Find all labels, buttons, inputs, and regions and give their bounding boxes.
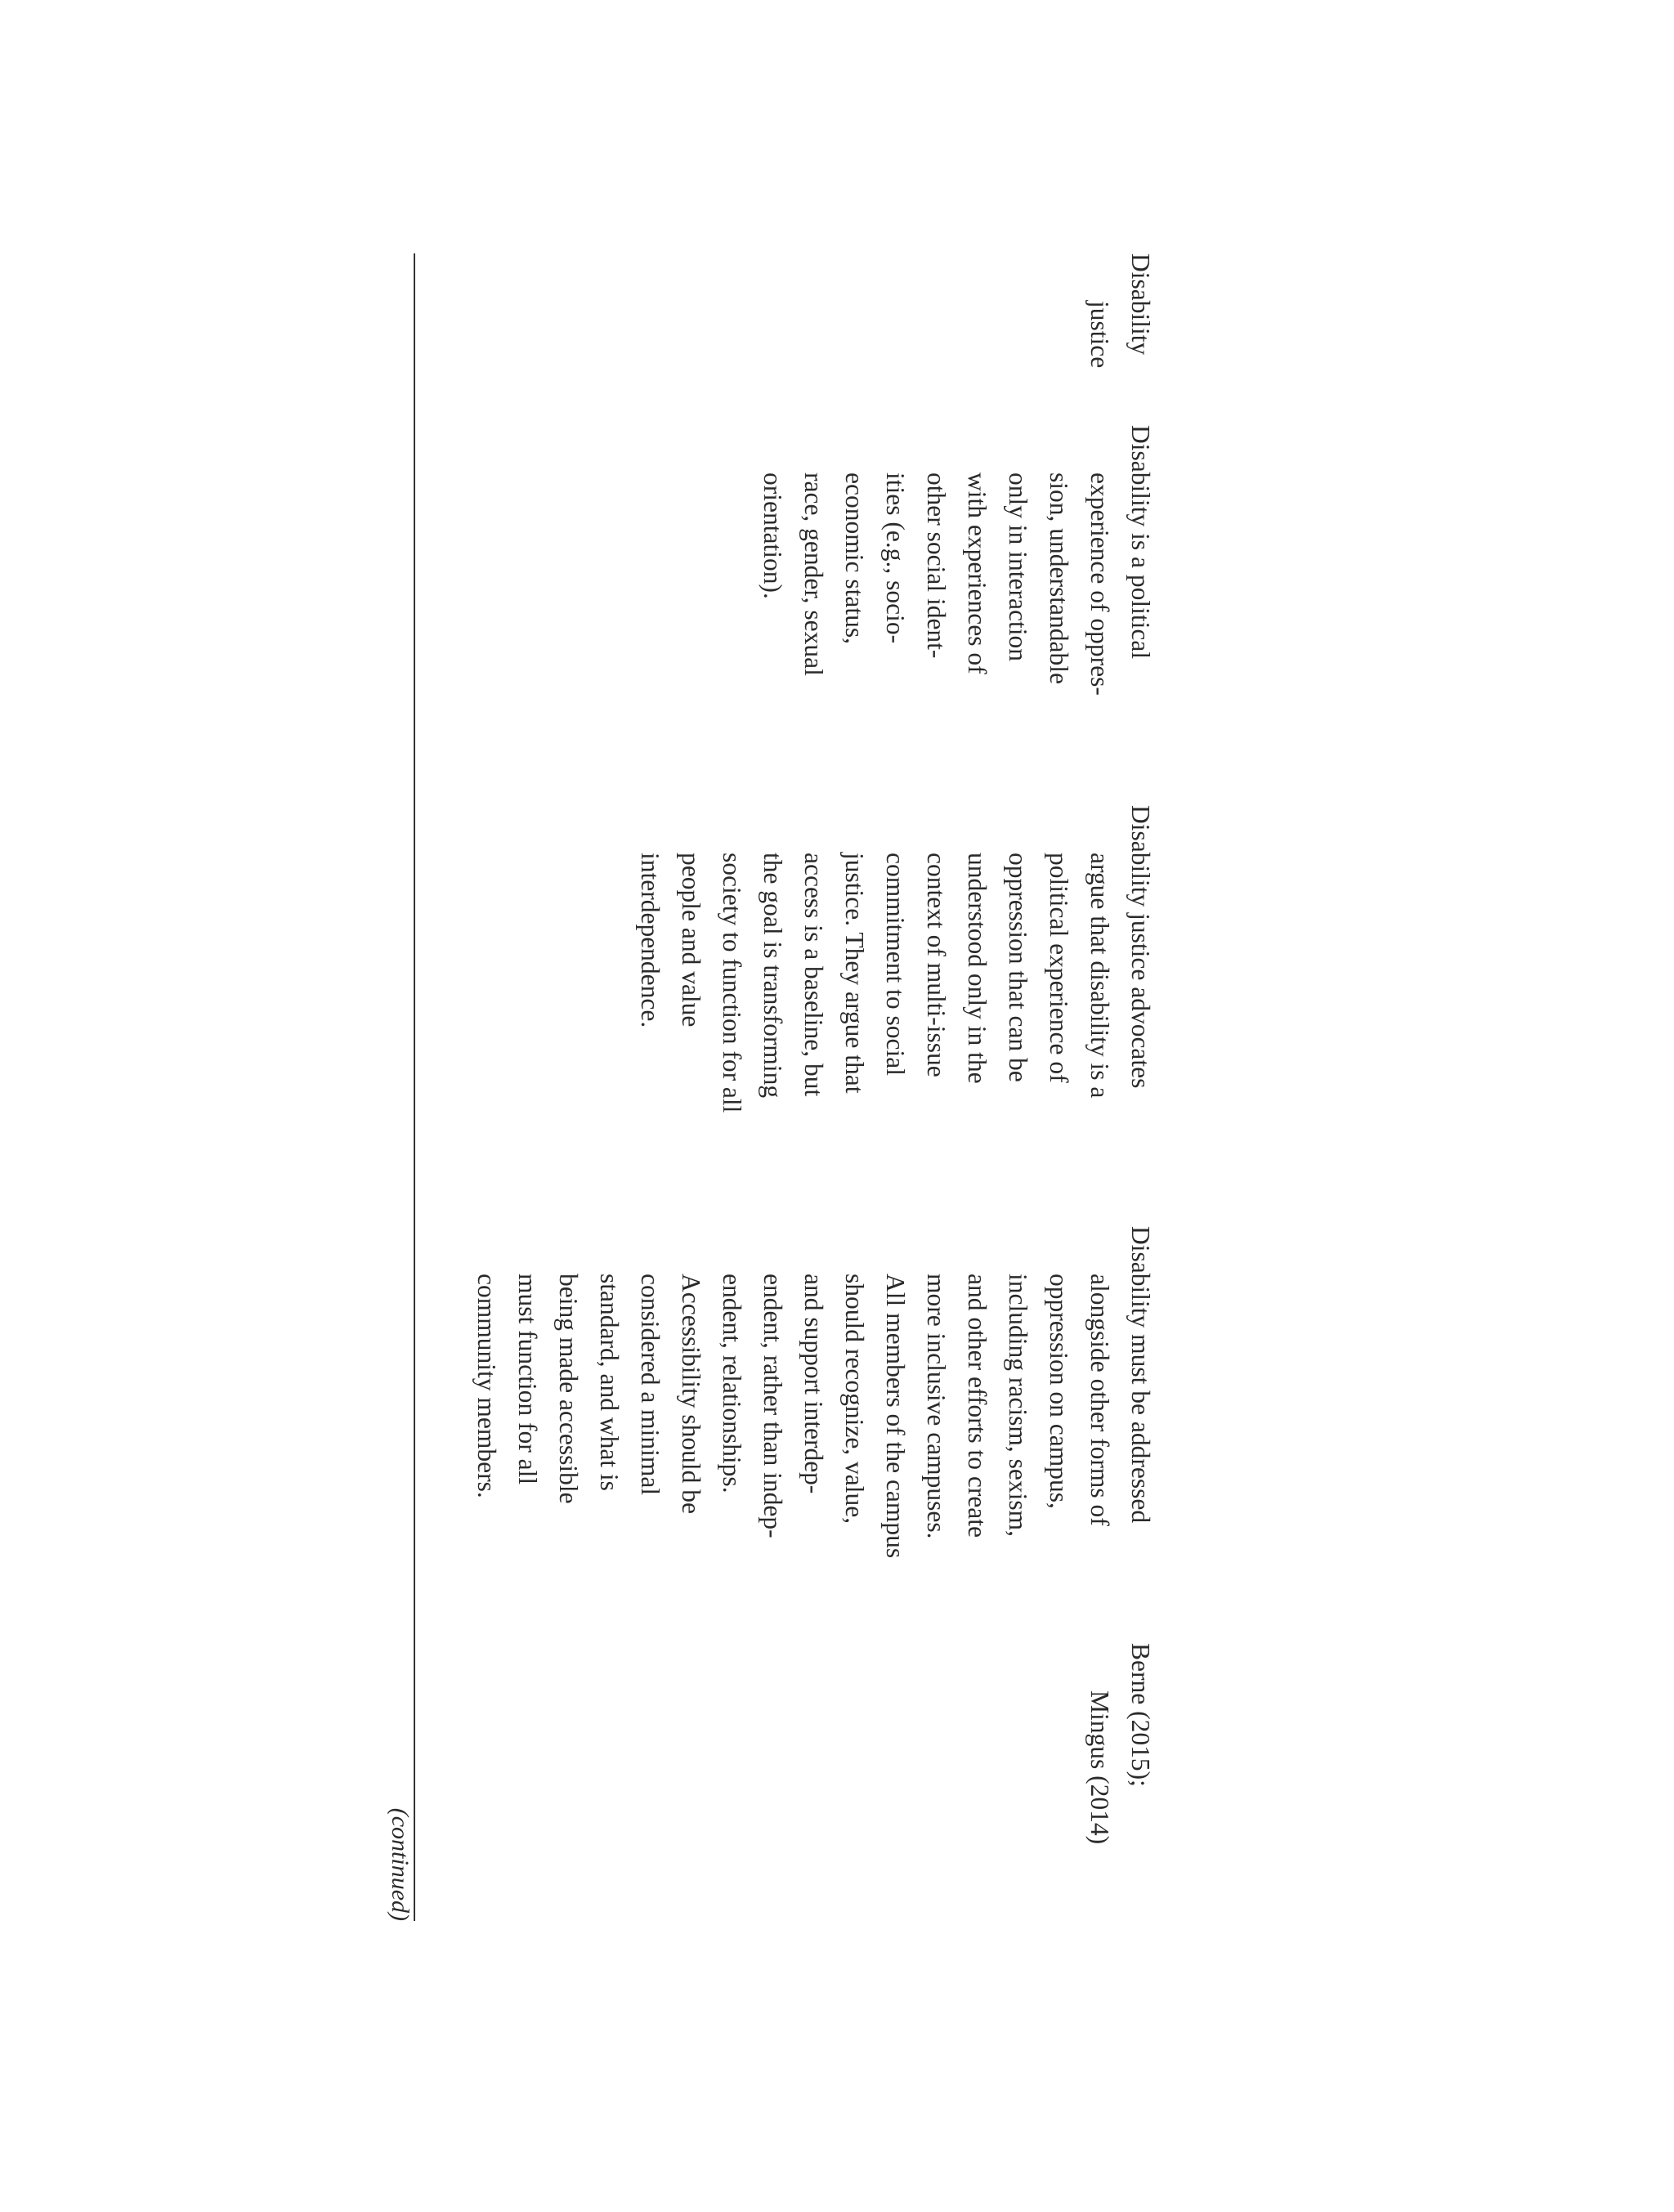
definition-line: other social ident- [922, 472, 951, 659]
position-line: oppression that can be [1004, 853, 1032, 1082]
source-line: Berne (2015); [1126, 1643, 1155, 1787]
definition-line: Disability is a political [1126, 425, 1155, 660]
sources-column [1079, 1643, 1161, 1921]
implications-line: including racism, sexism, [1004, 1274, 1032, 1537]
implications-line: being made accessible [554, 1274, 583, 1504]
implications-line: Accessibility should be [677, 1274, 705, 1514]
position-line: justice. They argue that [840, 853, 869, 1094]
definition-line: experience of oppres- [1085, 472, 1114, 696]
source-line: Mingus (2014) [1085, 1690, 1114, 1845]
definition-line: race, gender, sexual [799, 472, 828, 676]
definition-column [752, 425, 1161, 801]
definition-line: economic status, [840, 472, 869, 644]
position-line: context of multi-issue [922, 853, 951, 1077]
position-line: political experience of [1045, 853, 1073, 1083]
position-line: the goal is transforming [759, 853, 787, 1099]
implications-line: standard, and what is [595, 1274, 624, 1491]
implications-line: considered a minimal [636, 1274, 665, 1496]
implications-line: Disability must be addressed [1126, 1226, 1155, 1524]
rotated-table-page [376, 253, 1161, 1921]
position-line: Disability justice advocates [1126, 805, 1155, 1089]
continued-label: (continued) [387, 1807, 414, 1921]
position-line: people and value [677, 853, 705, 1028]
definition-line: orientation). [759, 472, 787, 599]
implications-line: more inclusive campuses. [922, 1274, 951, 1539]
position-line: understood only in the [963, 853, 991, 1084]
position-line: argue that disability is a [1085, 853, 1114, 1099]
implications-line: alongside other forms of [1085, 1274, 1114, 1526]
definition-line: with experiences of [963, 472, 991, 674]
definition-line: sion, understandable [1045, 472, 1073, 684]
implications-line: and support interdep- [799, 1274, 828, 1494]
implications-line: oppression on campus, [1045, 1274, 1073, 1509]
implications-column [466, 1226, 1161, 1635]
implications-line: community members. [472, 1274, 501, 1498]
implications-line: must function for all [513, 1274, 542, 1485]
term-column [1079, 253, 1161, 417]
implications-line: should recognize, value, [840, 1274, 869, 1525]
definition-line: only in interaction [1004, 472, 1032, 661]
position-line: commitment to social [881, 853, 910, 1076]
implications-line: All members of the campus [881, 1274, 910, 1559]
implications-line: and other efforts to create [963, 1274, 991, 1538]
term-line: Disability [1126, 253, 1155, 356]
definition-line: ities (e.g., socio- [881, 472, 910, 644]
position-column [629, 805, 1161, 1238]
implications-line: endent, rather than indep- [759, 1274, 787, 1538]
term-line: justice [1085, 301, 1114, 369]
implications-line: endent, relationships. [718, 1274, 746, 1493]
position-line: access is a baseline, but [799, 853, 828, 1097]
table-bottom-rule [414, 253, 415, 1921]
position-line: society to function for all [718, 853, 746, 1113]
position-line: interdependence. [636, 853, 665, 1028]
